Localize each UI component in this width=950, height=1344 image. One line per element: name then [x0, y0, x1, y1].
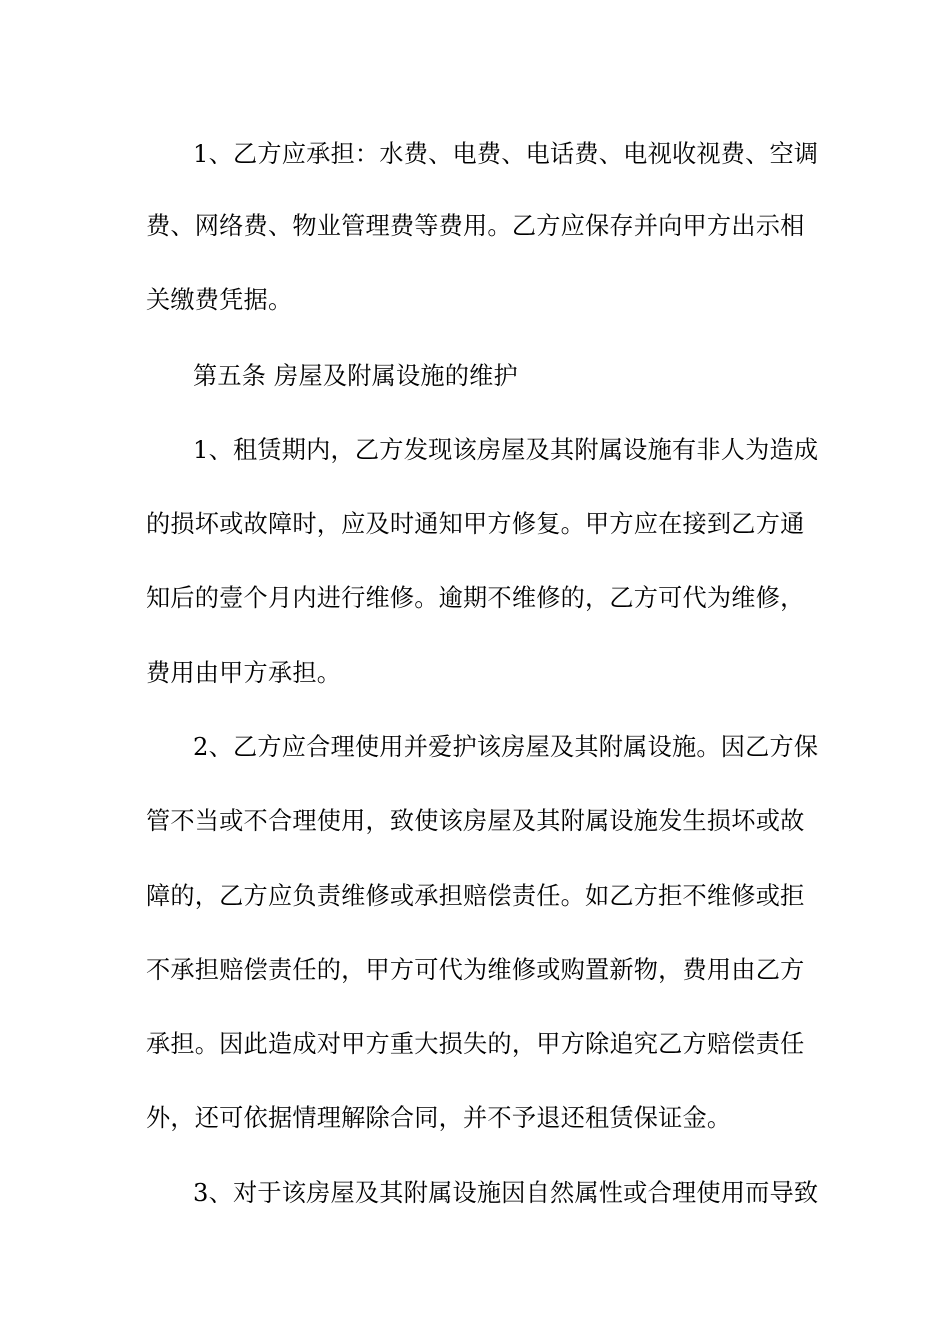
text-line: 承担。因此造成对甲方重大损失的，甲方除追究乙方赔偿责任 [146, 1030, 805, 1058]
text-line: 知后的壹个月内进行维修。逾期不维修的，乙方可代为维修， [146, 584, 805, 612]
text-line: 的损坏或故障时，应及时通知甲方修复。甲方应在接到乙方通 [146, 510, 805, 538]
text-line: 2、乙方应合理使用并爱护该房屋及其附属设施。因乙方保 [193, 733, 819, 761]
section-heading: 第五条 房屋及附属设施的维护 [193, 362, 518, 390]
text-line: 1、租赁期内，乙方发现该房屋及其附属设施有非人为造成 [193, 436, 819, 464]
text-line: 不承担赔偿责任的，甲方可代为维修或购置新物，费用由乙方 [146, 956, 805, 984]
text-line: 1、乙方应承担：水费、电费、电话费、电视收视费、空调 [193, 140, 819, 168]
text-line: 3、对于该房屋及其附属设施因自然属性或合理使用而导致 [193, 1179, 819, 1207]
text-line: 障的，乙方应负责维修或承担赔偿责任。如乙方拒不维修或拒 [146, 882, 805, 910]
text-line: 管不当或不合理使用，致使该房屋及其附属设施发生损坏或故 [146, 807, 805, 835]
text-line: 费用由甲方承担。 [146, 659, 342, 687]
text-line: 外，还可依据情理解除合同，并不予退还租赁保证金。 [146, 1104, 732, 1132]
text-line: 关缴费凭据。 [146, 286, 293, 314]
text-line: 费、网络费、物业管理费等费用。乙方应保存并向甲方出示相 [146, 212, 805, 240]
